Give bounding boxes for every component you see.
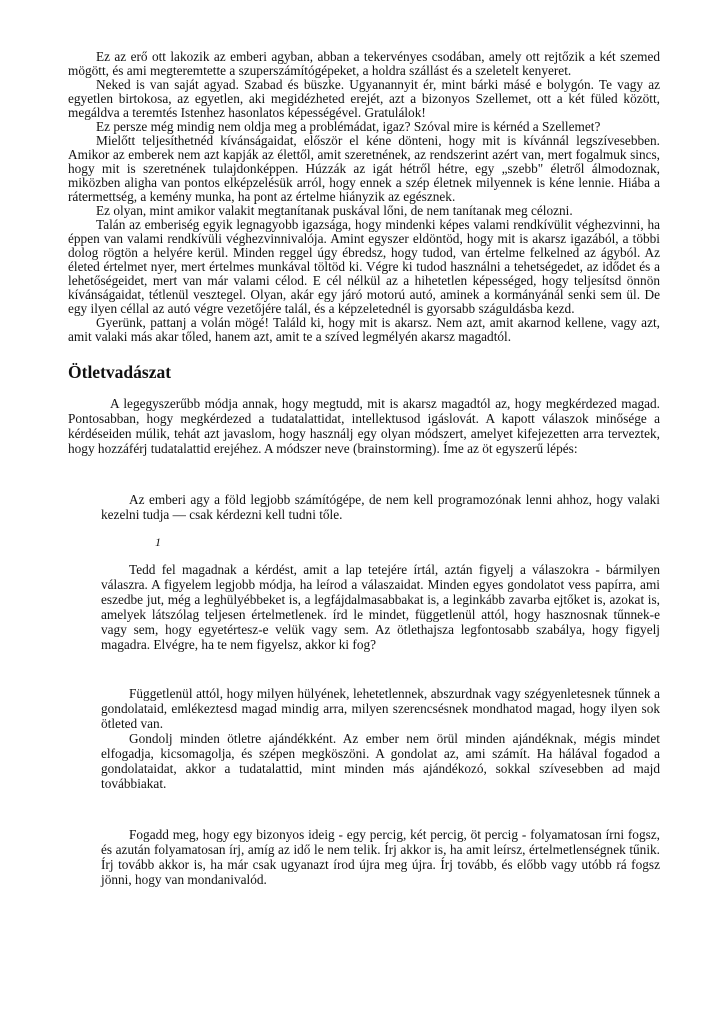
step-text: Gondolj minden ötletre ajándékként. Az ember nem örül minden ajándéknak, mégis mindet elfogadja, kicsomagolja, és szépen megköszöni. A gondolat az, ami számít. Ha hálával fogadod a gondolataidat, akkor a tudatalattid, mint minden más ajándékozó, sokkal szívesebben ad majd továbbiakat. [101,731,660,791]
step-text: Az emberi agy a föld legjobb számítógépe, de nem kell programozónak lenni ahhoz, hogy valaki kezelni tudja — csak kérdezni kell tudni tőle. [101,492,660,522]
step-marker: 1 [155,535,161,549]
paragraph: Ez olyan, mint amikor valakit megtanítanak puskával lőni, de nem tanítanak meg célozni. [96,203,573,218]
step-block-3 [101,686,660,791]
step-block-1 [101,492,660,522]
section-heading: Ötletvadászat [68,362,172,382]
section-intro: A legegyszerűbb módja annak, hogy megtudd, mit is akarsz magadtól az, hogy megkérdezed magad. Pontosabban, hogy megkérdezed a tudatalattidat, intellektusod igáslovát. A kapott válaszok minősége a kérdéseiden múlik, tehát azt javaslom, hogy használj egy olyan módszert, amelyet kifejezetten arra terveztek, hogy hozzáférj tudatalattid erejéhez. A módszer neve (brainstorming). Íme az öt egyszerű lépés: [68,396,660,456]
step-text: Fogadd meg, hogy egy bizonyos ideig - egy percig, két percig, öt percig - folyamatosan írni fogsz, és azután folyamatosan írj, amíg az idő le nem telik. Írj akkor is, ha amit leírsz, értelmetlenségnek tűnik. Írj tovább akkor is, ha már csak ugyanazt írod újra meg újra. Írj tovább, és előbb vagy utóbb rá fogsz jönni, hogy van mondanivalód. [101,827,660,887]
paragraph: Gyerünk, pattanj a volán mögé! Találd ki, hogy mit is akarsz. Nem azt, amit akarnod kellene, vagy azt, amit valaki más akar tőled, hanem azt, amit te a szíved legmélyén akarsz magadtól. [68,315,660,344]
body-text [68,50,660,344]
step-text: Tedd fel magadnak a kérdést, amit a lap tetejére írtál, aztán figyelj a válaszokra - bármilyen válaszra. A figyelem legjobb módja, ha leírod a válaszaidat. Minden egyes gondolatot vess papírra, ami eszedbe jut, még a leghülyébbeket is, a legfájdalmasabbakat is, a leginkább zavarba ejtőket is, azokat is, amelyek látszólag teljesen értelmetlenek. írd le mindet, függetlenül attól, hogy hasznosnak tűnnek-e vagy sem, hogy egyetértesz-e velük vagy sem. Az ötlethajsza legfontosabb szabálya, hogy figyelj magadra. Elvégre, ha te nem figyelsz, akkor ki fog? [101,562,660,652]
paragraph: Mielőtt teljesíthetnéd kívánságaidat, először el kéne dönteni, hogy mit is kívánnál legszívesebben. Amikor az emberek nem azt kapják az élettől, amit szeretnének, az rendszerint azért van, mert fogalmuk sincs, hogy mit is szeretnének tulajdonképpen. Húzzák az igát hétről hétre, egy „szebb" életről álmodoznak, miközben aligha van pontos elképzelésük arról, hogy ennek a szép életnek milyennek is kéne lennie. Hiába a rátermettség, a kemény munka, ha pont az értelme hiányzik az egésznek. [68,133,660,204]
paragraph: Ez persze még mindig nem oldja meg a problémádat, igaz? Szóval mire is kérnéd a Szellemet? [96,119,601,134]
paragraph: Talán az emberiség egyik legnagyobb igazsága, hogy mindenki képes valami rendkívülit véghezvinni, ha éppen van valami rendkívüli véghezvinnivalója. Amint egyszer eldöntöd, hogy mit is akarsz igazából, a többi dolog rögtön a helyére kerül. Minden reggel úgy ébredsz, hogy tudod, van értelme felkelned az ágyból. Az életed értelmet nyer, mert értelmes munkával töltöd ki. Végre ki tudod használni a tehetségedet, az idődet és a lehetőségeidet, mert van már valami célod. E cél nélkül az a hihetetlen képességed, hogy teljesítsd önnön kívánságaidat, tétlenül vesztegel. Olyan, akár egy járó motorú autó, aminek a kormányánál senki sem ül. De egy ilyen céllal az autó végre vezetőjére talál, és a képzeletednél is gyorsabb száguldásba kezd. [68,217,660,316]
step-block-2 [101,562,660,652]
step-block-4 [101,827,660,887]
paragraph: Neked is van saját agyad. Szabad és büszke. Ugyanannyit ér, mint bárki másé e bolygón. Te vagy az egyetlen birtokosa, az egyetlen, aki megidézheted erejét, azt a bizonyos Szellemet, ott a két füled között, megáldva a teremtés Istenhez hasonlatos képességével. Gratulálok! [68,77,660,120]
step-text: Függetlenül attól, hogy milyen hülyének, lehetetlennek, abszurdnak vagy szégyenletesnek tűnnek a gondolataid, emlékeztesd magad mindig arra, milyen szerencsésnek mondhatod magad, hogy ilyen sok ötleted van. [101,686,660,731]
paragraph: Ez az erő ott lakozik az emberi agyban, abban a tekervényes csodában, amely ott rejtőzik a két szemed mögött, és ami megteremtette a szuperszámítógépeket, a holdra szállást és a szeletelt kenyeret. [68,49,660,78]
document-page [68,50,660,887]
